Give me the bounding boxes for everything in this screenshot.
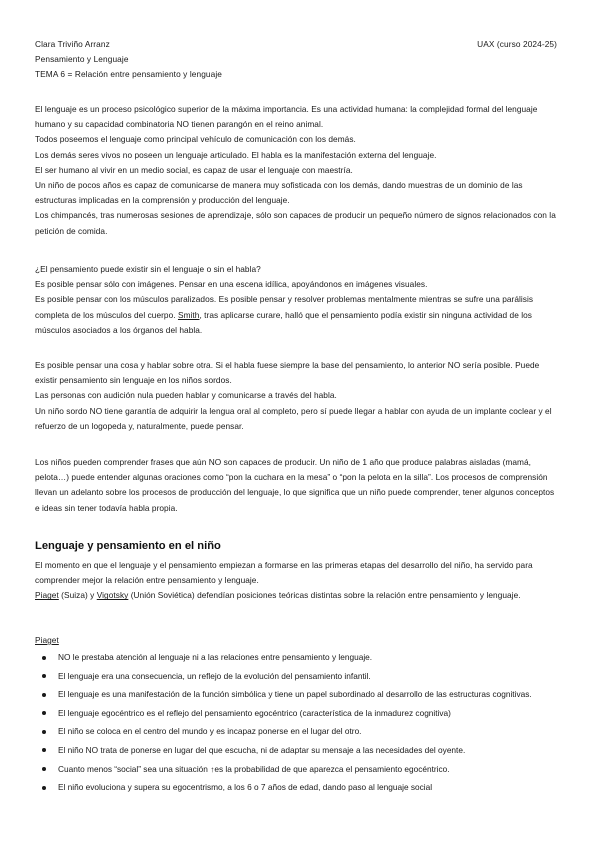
topic-title: TEMA 6 = Relación entre pensamiento y lenguaje <box>35 69 223 79</box>
author-name: Clara Triviño Arranz <box>35 39 110 49</box>
children-section <box>35 455 561 516</box>
course-label: UAX (curso 2024-25) <box>477 39 557 49</box>
author-reference-piaget: Piaget <box>35 590 59 601</box>
document-header <box>35 37 557 82</box>
piaget-heading <box>35 633 561 648</box>
author-reference-smith: Smith <box>177 309 200 320</box>
piaget-subheading: Piaget <box>35 635 59 645</box>
paragraph: Los demás seres vivos no poseen un lenguaje articulado. El habla es la manifestación externa del lenguaje. <box>35 149 437 160</box>
deaf-section <box>35 358 561 434</box>
paragraph: Las personas con audición nula pueden hablar y comunicarse a través del habla. <box>35 390 337 401</box>
paragraph <box>35 292 561 338</box>
text-segment: (Suiza) y <box>58 590 97 601</box>
paragraph: El momento en que el lenguaje y el pensamiento empiezan a formarse en las primeras etapas del desarrollo del niño, ha servido para comprender mejor la relación entre pensamiento y lenguaje. <box>35 560 533 586</box>
paragraph: Es posible pensar sólo con imágenes. Pensar en una escena idílica, apoyándonos en imágenes visuales. <box>35 279 428 290</box>
list-item: El lenguaje egocéntrico es el reflejo del pensamiento egocéntrico (característica de la inmadurez cognitiva) <box>35 706 561 721</box>
text-segment: (Unión Soviética) defendían posiciones teóricas distintas sobre la relación entre pensamiento y lenguaje. <box>128 590 521 601</box>
section-heading: Lenguaje y pensamiento en el niño <box>35 540 221 552</box>
text-segment: Es posible pensar con los músculos paralizados. Es posible pensar y resolver problemas mentalmente mientras se sufre una parálisis completa de los músculos del cuerpo. <box>35 294 534 320</box>
list-item: El niño evoluciona y supera su egocentrismo, a los 6 o 7 años de edad, dando paso al lenguaje social <box>35 780 561 795</box>
paragraph: Un niño de pocos años es capaz de comunicarse de manera muy sofisticada con los demás, dando muestras de un dominio de las estructuras implicadas en la comprensión y producción del lenguaje. <box>35 180 523 206</box>
list-item: El niño NO trata de ponerse en lugar del que escucha, ni de adaptar su mensaje a las necesidades del oyente. <box>35 743 561 758</box>
question-section <box>35 262 561 338</box>
child-development-section <box>35 558 561 604</box>
list-item: El lenguaje es una manifestación de la función simbólica y tiene un papel subordinado al desarrollo de las estructuras cognitivas. <box>35 687 561 702</box>
author-reference-vigotsky: Vigotsky <box>96 590 129 601</box>
paragraph: Todos poseemos el lenguaje como principal vehículo de comunicación con los demás. <box>35 134 356 145</box>
paragraph: Es posible pensar una cosa y hablar sobre otra. Si el habla fuese siempre la base del pensamiento, lo anterior NO sería posible. Puede existir pensamiento sin lenguaje en los niños sordos. <box>35 360 540 386</box>
paragraph: Los niños pueden comprender frases que aún NO son capaces de producir. Un niño de 1 año que produce palabras aisladas (mamá, pelota…) puede entender algunas oraciones como “pon la cuchara en la mesa” o “pon la pelota en la silla”. Los procesos de comprensión llevan un adelanto sobre los procesos de producción del lenguaje, lo que significa que un niño puede comprender, tener algunos conceptos e ideas sin tener todavía habla propia. <box>35 457 555 513</box>
intro-section <box>35 102 561 239</box>
list-item: El niño se coloca en el centro del mundo y es incapaz ponerse en el lugar del otro. <box>35 724 561 739</box>
subject-name: Pensamiento y Lenguaje <box>35 54 129 64</box>
piaget-bullet-list <box>35 650 561 799</box>
text-segment: , tras aplicarse curare, halló que el pensamiento podía existir sin ninguna actividad de los músculos asociados a los órganos del habla. <box>35 309 532 335</box>
question-title: ¿El pensamiento puede existir sin el lenguaje o sin el habla? <box>35 264 261 274</box>
list-item: NO le prestaba atención al lenguaje ni a las relaciones entre pensamiento y lenguaje. <box>35 650 561 665</box>
paragraph: Los chimpancés, tras numerosas sesiones de aprendizaje, sólo son capaces de producir un pequeño número de signos relacionados con la petición de comida. <box>35 210 556 236</box>
paragraph: El ser humano al vivir en un medio social, es capaz de usar el lenguaje con maestría. <box>35 164 353 175</box>
list-item: Cuanto menos “social” sea una situación ↑es la probabilidad de que aparezca el pensamiento egocéntrico. <box>35 762 561 777</box>
paragraph <box>35 588 561 603</box>
list-item: El lenguaje era una consecuencia, un reflejo de la evolución del pensamiento infantil. <box>35 669 561 684</box>
paragraph: El lenguaje es un proceso psicológico superior de la máxima importancia. Es una actividad humana: la complejidad formal del lenguaje humano y su capacidad combinatoria NO tienen parangón en el reino animal. <box>35 104 538 130</box>
paragraph: Un niño sordo NO tiene garantía de adquirir la lengua oral al completo, pero sí puede llegar a hablar con ayuda de un implante coclear y el refuerzo de un logopeda y, naturalmente, puede pensar. <box>35 405 552 431</box>
